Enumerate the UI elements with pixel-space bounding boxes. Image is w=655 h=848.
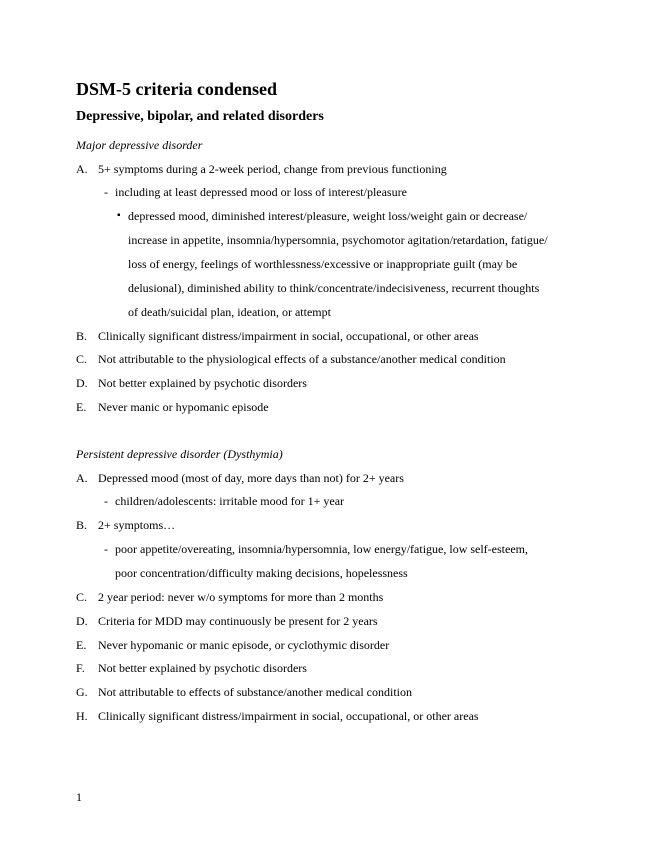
mdd-d-text: Not better explained by psychotic disorders — [98, 376, 307, 390]
mdd-a-line-4: delusional), diminished ability to think/concentrate/indecisiveness, recurrent thoughts — [128, 281, 540, 295]
mdd-heading: Major depressive disorder — [76, 138, 203, 152]
pdd-a-text: Depressed mood (most of day, more days than not) for 2+ years — [98, 471, 404, 485]
mdd-a-text: 5+ symptoms during a 2-week period, change from previous functioning — [98, 162, 447, 176]
mdd-e-text: Never manic or hypomanic episode — [98, 400, 269, 414]
section-heading: Depressive, bipolar, and related disorders — [76, 109, 324, 124]
pdd-c-text: 2 year period: never w/o symptoms for more than 2 months — [98, 590, 384, 604]
mdd-e-letter: E. — [76, 400, 87, 414]
dash-marker: - — [104, 542, 108, 556]
mdd-a-line-2: increase in appetite, insomnia/hypersomnia, psychomotor agitation/retardation, fatigue/ — [128, 233, 548, 247]
pdd-g-text: Not attributable to effects of substance/another medical condition — [98, 685, 413, 699]
page-number: 1 — [76, 790, 82, 804]
document-title: DSM-5 criteria condensed — [76, 79, 277, 99]
mdd-c-letter: C. — [76, 352, 88, 366]
mdd-c-text: Not attributable to the physiological effects of a substance/another medical condition — [98, 352, 506, 366]
mdd-a-line-1: depressed mood, diminished interest/pleasure, weight loss/weight gain or decrease/ — [128, 209, 528, 223]
pdd-heading: Persistent depressive disorder (Dysthymia) — [76, 447, 283, 461]
pdd-e-letter: E. — [76, 638, 87, 652]
pdd-a-letter: A. — [76, 471, 88, 485]
pdd-g-letter: G. — [76, 685, 88, 699]
pdd-b-text: 2+ symptoms… — [98, 518, 176, 532]
pdd-h-letter: H. — [76, 709, 88, 723]
pdd-b-letter: B. — [76, 518, 88, 532]
pdd-b-sub-line-1: poor appetite/overeating, insomnia/hypersomnia, low energy/fatigue, low self-esteem, — [115, 542, 528, 556]
pdd-e-text: Never hypomanic or manic episode, or cyclothymic disorder — [98, 638, 390, 652]
mdd-b-letter: B. — [76, 329, 88, 343]
pdd-a-sub: children/adolescents: irritable mood for 1+ year — [115, 494, 345, 508]
mdd-a-line-5: of death/suicidal plan, ideation, or attempt — [128, 305, 331, 319]
pdd-c-letter: C. — [76, 590, 88, 604]
mdd-a-sub: including at least depressed mood or loss of interest/pleasure — [115, 185, 407, 199]
pdd-f-letter: F. — [76, 661, 85, 675]
dash-marker: - — [104, 494, 108, 508]
mdd-d-letter: D. — [76, 376, 88, 390]
dash-marker: - — [104, 185, 108, 199]
mdd-a-line-3: loss of energy, feelings of worthlessness/excessive or inappropriate guilt (may be — [128, 257, 518, 271]
bullet-marker: ▪ — [117, 210, 121, 221]
pdd-d-text: Criteria for MDD may continuously be present for 2 years — [98, 614, 378, 628]
pdd-h-text: Clinically significant distress/impairment in social, occupational, or other areas — [98, 709, 479, 723]
pdd-b-sub-line-2: poor concentration/difficulty making decisions, hopelessness — [115, 566, 408, 580]
pdd-f-text: Not better explained by psychotic disorders — [98, 661, 307, 675]
pdd-d-letter: D. — [76, 614, 88, 628]
mdd-a-letter: A. — [76, 162, 88, 176]
mdd-b-text: Clinically significant distress/impairment in social, occupational, or other areas — [98, 329, 479, 343]
